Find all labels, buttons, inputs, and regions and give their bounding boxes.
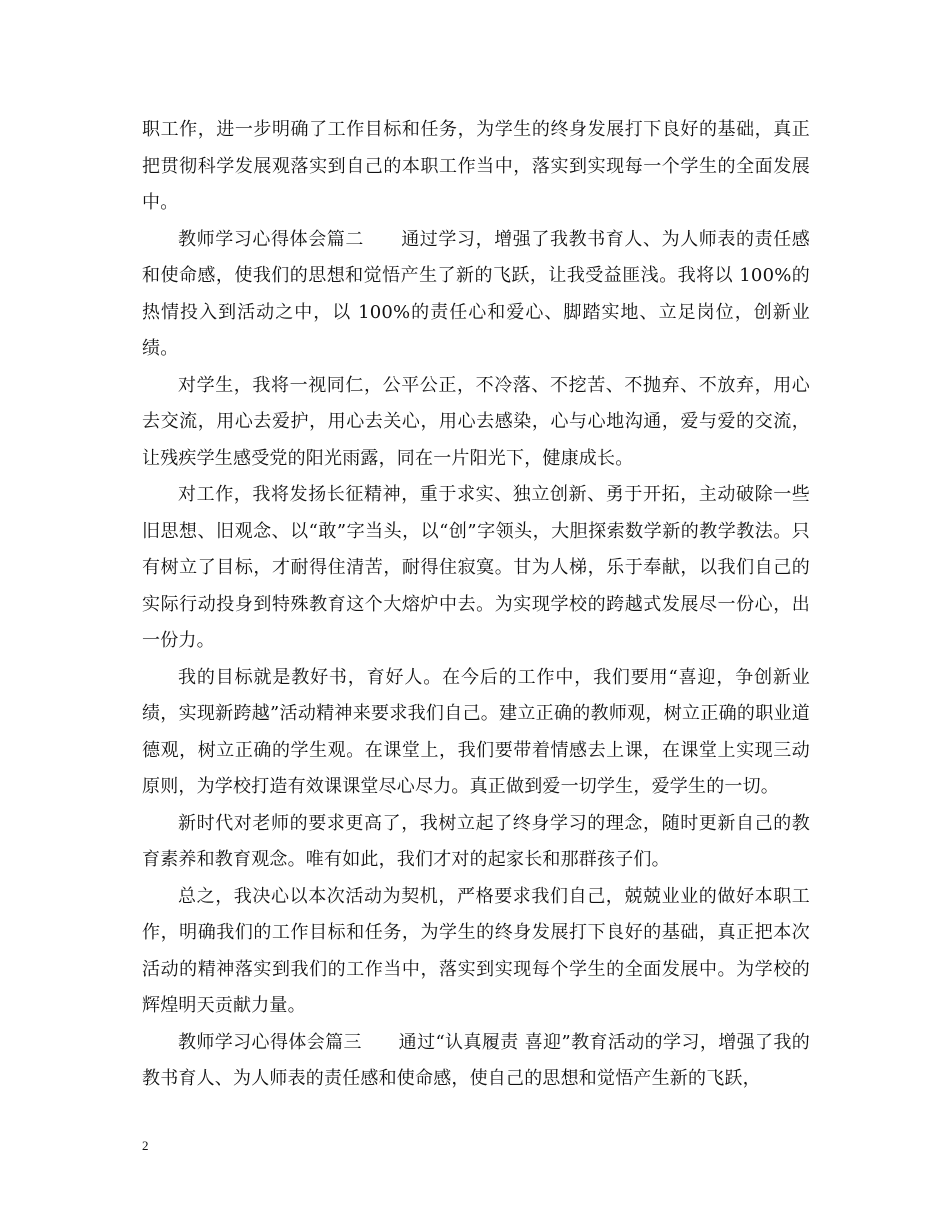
document-body: [142, 112, 810, 1098]
paragraph-conclusion: 总之，我决心以本次活动为契机，严格要求我们自己，兢兢业业的做好本职工作，明确我们的工作目标和任务，为学生的终身发展打下良好的基础，真正把本次活动的精神落实到我们的工作当中，落实到实现每个学生的全面发展中。为学校的辉煌明天贡献力量。: [142, 885, 810, 1016]
paragraph-new-era: 新时代对老师的要求更高了，我树立起了终身学习的理念，随时更新自己的教育素养和教育观念。唯有如此，我们才对的起家长和那群孩子们。: [142, 812, 810, 870]
paragraph-continued: 职工作，进一步明确了工作目标和任务，为学生的终身发展打下良好的基础，真正把贯彻科学发展观落实到自己的本职工作当中，落实到实现每一个学生的全面发展中。: [142, 119, 810, 213]
page-number: 2: [142, 1138, 149, 1153]
paragraph-part-two-intro: 教师学习心得体会篇二 通过学习，增强了我教书育人、为人师表的责任感和使命感，使我们的思想和觉悟产生了新的飞跃，让我受益匪浅。我将以 100%的热情投入到活动之中，以 100%的责任心和爱心、脚踏实地、立足岗位，创新业绩。: [142, 228, 810, 359]
paragraph-students: 对学生，我将一视同仁，公平公正，不冷落、不挖苦、不抛弃、不放弃，用心去交流，用心去爱护，用心去关心，用心去感染，心与心地沟通，爱与爱的交流，让残疾学生感受党的阳光雨露，同在一片阳光下，健康成长。: [142, 374, 810, 469]
paragraph-part-three-intro: 教师学习心得体会篇三 通过“认真履责 喜迎”教育活动的学习，增强了我的教书育人、为人师表的责任感和使命感，使自己的思想和觉悟产生新的飞跃，: [142, 1031, 810, 1089]
paragraph-goal: 我的目标就是教好书，育好人。在今后的工作中，我们要用“喜迎，争创新业绩，实现新跨越”活动精神来要求我们自己。建立正确的教师观，树立正确的职业道德观，树立正确的学生观。在课堂上，我们要带着情感去上课，在课堂上实现三动原则，为学校打造有效课课堂尽心尽力。真正做到爱一切学生，爱学生的一切。: [142, 666, 810, 797]
paragraph-work: 对工作，我将发扬长征精神，重于求实、独立创新、勇于开拓，主动破除一些旧思想、旧观念、以“敢”字当头，以“创”字领头，大胆探索数学新的教学教法。只有树立了目标，才耐得住清苦，耐得住寂寞。甘为人梯，乐于奉献，以我们自己的实际行动投身到特殊教育这个大熔炉中去。为实现学校的跨越式发展尽一份心，出一份力。: [142, 484, 810, 651]
